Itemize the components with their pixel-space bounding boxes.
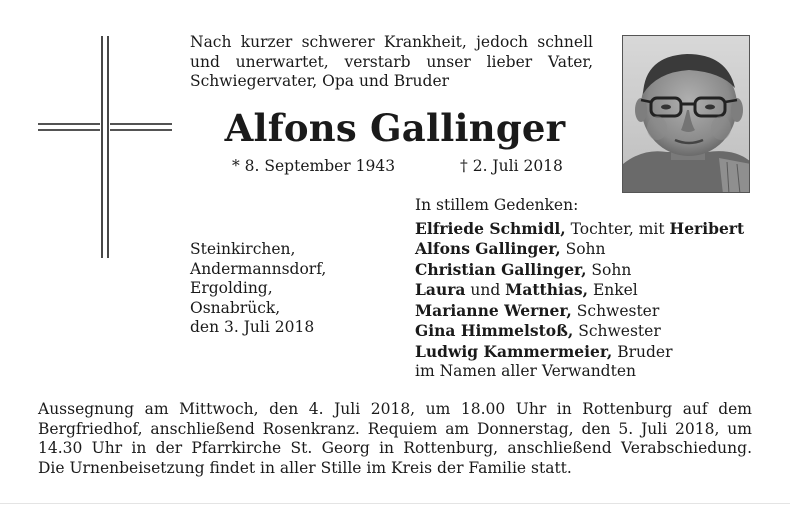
life-dates xyxy=(232,157,563,175)
mourner-entry xyxy=(415,301,744,322)
mourner-name: Matthias, xyxy=(505,280,589,299)
death-date: † 2. Juli 2018 xyxy=(460,157,563,175)
portrait-photo xyxy=(622,35,750,193)
deceased-name: Alfons Gallinger xyxy=(224,106,566,150)
mourner-name: Laura xyxy=(415,280,466,299)
mourner-entry xyxy=(415,321,744,342)
mourner-relation: Enkel xyxy=(588,281,638,299)
service-line: Bergfriedhof, anschließend Rosenkranz. Requiem am Donnerstag, den 5. Juli 2018, um xyxy=(38,419,752,438)
mourner-entry xyxy=(415,219,744,240)
place-line: Ergolding, xyxy=(190,279,273,297)
mourner-entry xyxy=(415,239,744,260)
mourner-relation: Schwester xyxy=(573,322,661,340)
mourner-relation: Sohn xyxy=(560,240,606,258)
mourner-name: Christian Gallinger, xyxy=(415,259,587,279)
mourners-heading: In stillem Gedenken: xyxy=(415,196,579,214)
place-line: Andermannsdorf, xyxy=(190,259,327,278)
mourner-name: Heribert xyxy=(669,218,745,238)
mourners-footer: im Namen aller Verwandten xyxy=(415,362,636,380)
intro-line: und unerwartet, verstarb unser lieber Vater, xyxy=(190,52,593,71)
mourner-name: Ludwig Kammermeier, xyxy=(415,341,613,361)
mourner-entry xyxy=(415,280,744,301)
mourner-relation: und xyxy=(465,281,506,299)
service-line: 14.30 Uhr in der Pfarrkirche St. Georg in Rottenburg, anschließend Verabschiedung. xyxy=(38,439,752,457)
service-details xyxy=(38,400,752,478)
intro-line: Nach kurzer schwerer Krankheit, jedoch schnell xyxy=(190,33,593,51)
mourner-relation: Bruder xyxy=(612,342,673,361)
mourner-name: Marianne Werner, xyxy=(415,300,572,320)
service-line: Aussegnung am Mittwoch, den 4. Juli 2018, um 18.00 Uhr in Rottenburg auf dem xyxy=(38,400,752,418)
intro-line: Schwiegervater, Opa und Bruder xyxy=(190,72,450,90)
place-line: Osnabrück, xyxy=(190,298,281,317)
intro-text xyxy=(190,33,593,92)
mourner-relation: Tochter, mit xyxy=(565,219,670,238)
place-line: Steinkirchen, xyxy=(190,240,296,258)
portrait-image xyxy=(623,36,750,193)
mourner-name: Gina Himmelstoß, xyxy=(415,321,574,340)
cross-icon xyxy=(38,36,172,258)
mourner-entry xyxy=(415,342,744,363)
places-block xyxy=(190,240,326,338)
mourner-name: Elfriede Schmidl, xyxy=(415,218,566,238)
mourner-relation: Sohn xyxy=(586,260,632,279)
birth-date: * 8. September 1943 xyxy=(232,157,396,175)
mourner-relation: Schwester xyxy=(571,301,660,320)
place-line: den 3. Juli 2018 xyxy=(190,318,315,336)
mourner-entry xyxy=(415,260,744,281)
mourners-block xyxy=(415,196,744,382)
service-line: Die Urnenbeisetzung findet in aller Stille im Kreis der Familie statt. xyxy=(38,458,572,477)
mourner-name: Alfons Gallinger, xyxy=(415,239,561,258)
